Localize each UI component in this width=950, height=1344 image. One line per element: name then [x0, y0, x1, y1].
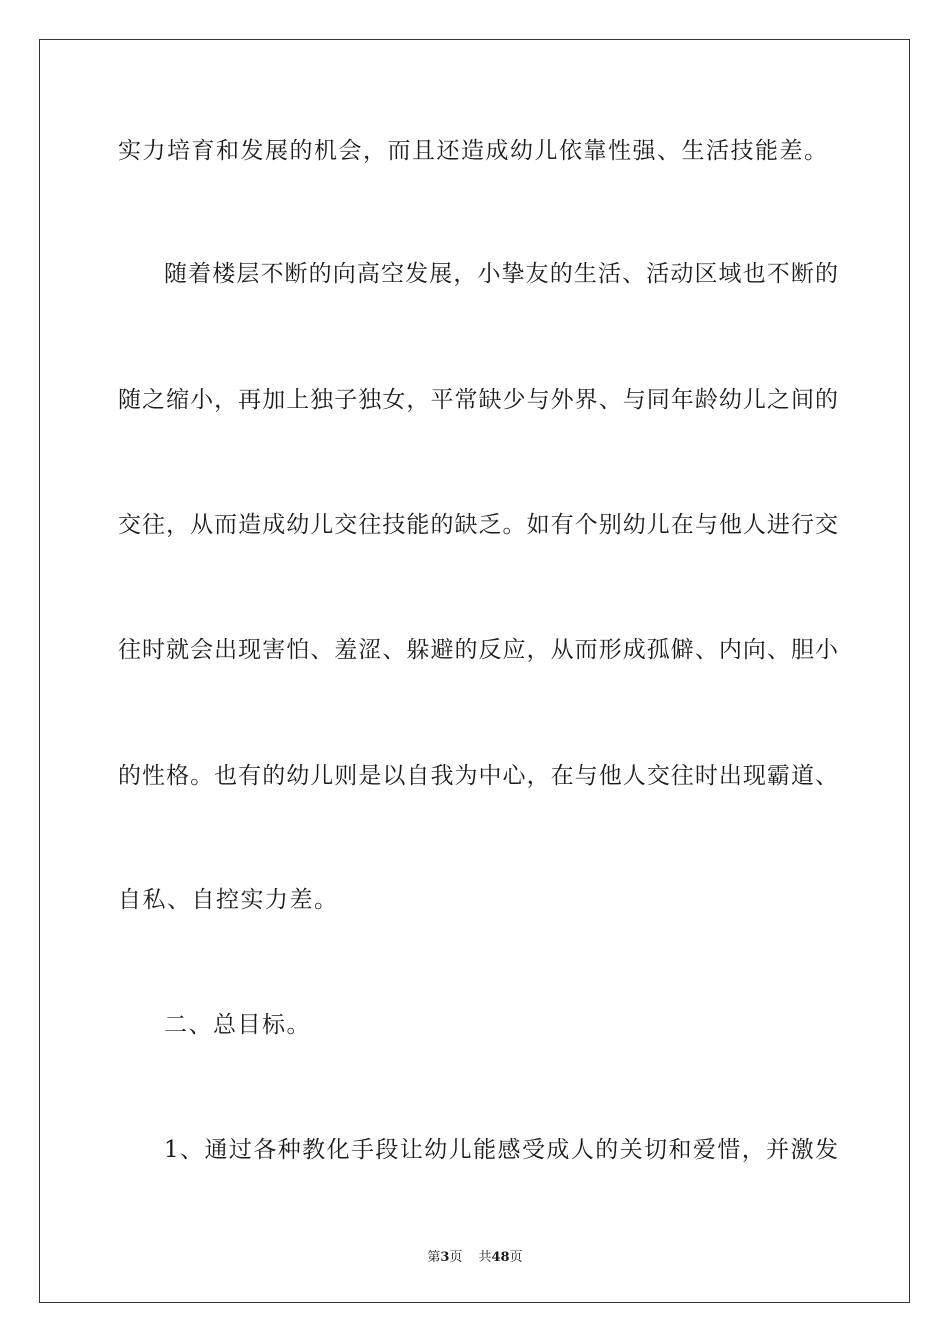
page-prefix: 第 [427, 1250, 441, 1265]
text-line-9: 1、通过各种教化手段让幼儿能感受成人的关切和爱惜，并激发 [164, 1137, 838, 1163]
text-line-5: 往时就会出现害怕、羞涩、躲避的反应，从而形成孤僻、内向、胆小 [118, 637, 838, 663]
total-suffix: 页 [509, 1250, 523, 1265]
text-line-3: 随之缩小，再加上独子独女，平常缺少与外界、与同年龄幼儿之间的 [118, 387, 838, 413]
text-line-1: 实力培育和发展的机会，而且还造成幼儿依靠性强、生活技能差。 [118, 138, 829, 164]
page-border [39, 39, 910, 1303]
page-suffix: 页 [449, 1250, 463, 1265]
page-footer [0, 1246, 950, 1265]
text-line-6: 的性格。也有的幼儿则是以自我为中心，在与他人交往时出现霸道、 [118, 763, 838, 789]
text-line-7: 自私、自控实力差。 [118, 887, 339, 913]
text-line-4: 交往，从而造成幼儿交往技能的缺乏。如有个别幼儿在与他人进行交 [118, 512, 838, 538]
total-pages: 48 [491, 1250, 510, 1265]
text-line-2: 随着楼层不断的向高空发展，小挚友的生活、活动区域也不断的 [164, 261, 838, 287]
page-number: 3 [440, 1250, 450, 1265]
section-heading: 二、总目标。 [164, 1012, 311, 1038]
total-prefix: 共 [478, 1250, 492, 1265]
